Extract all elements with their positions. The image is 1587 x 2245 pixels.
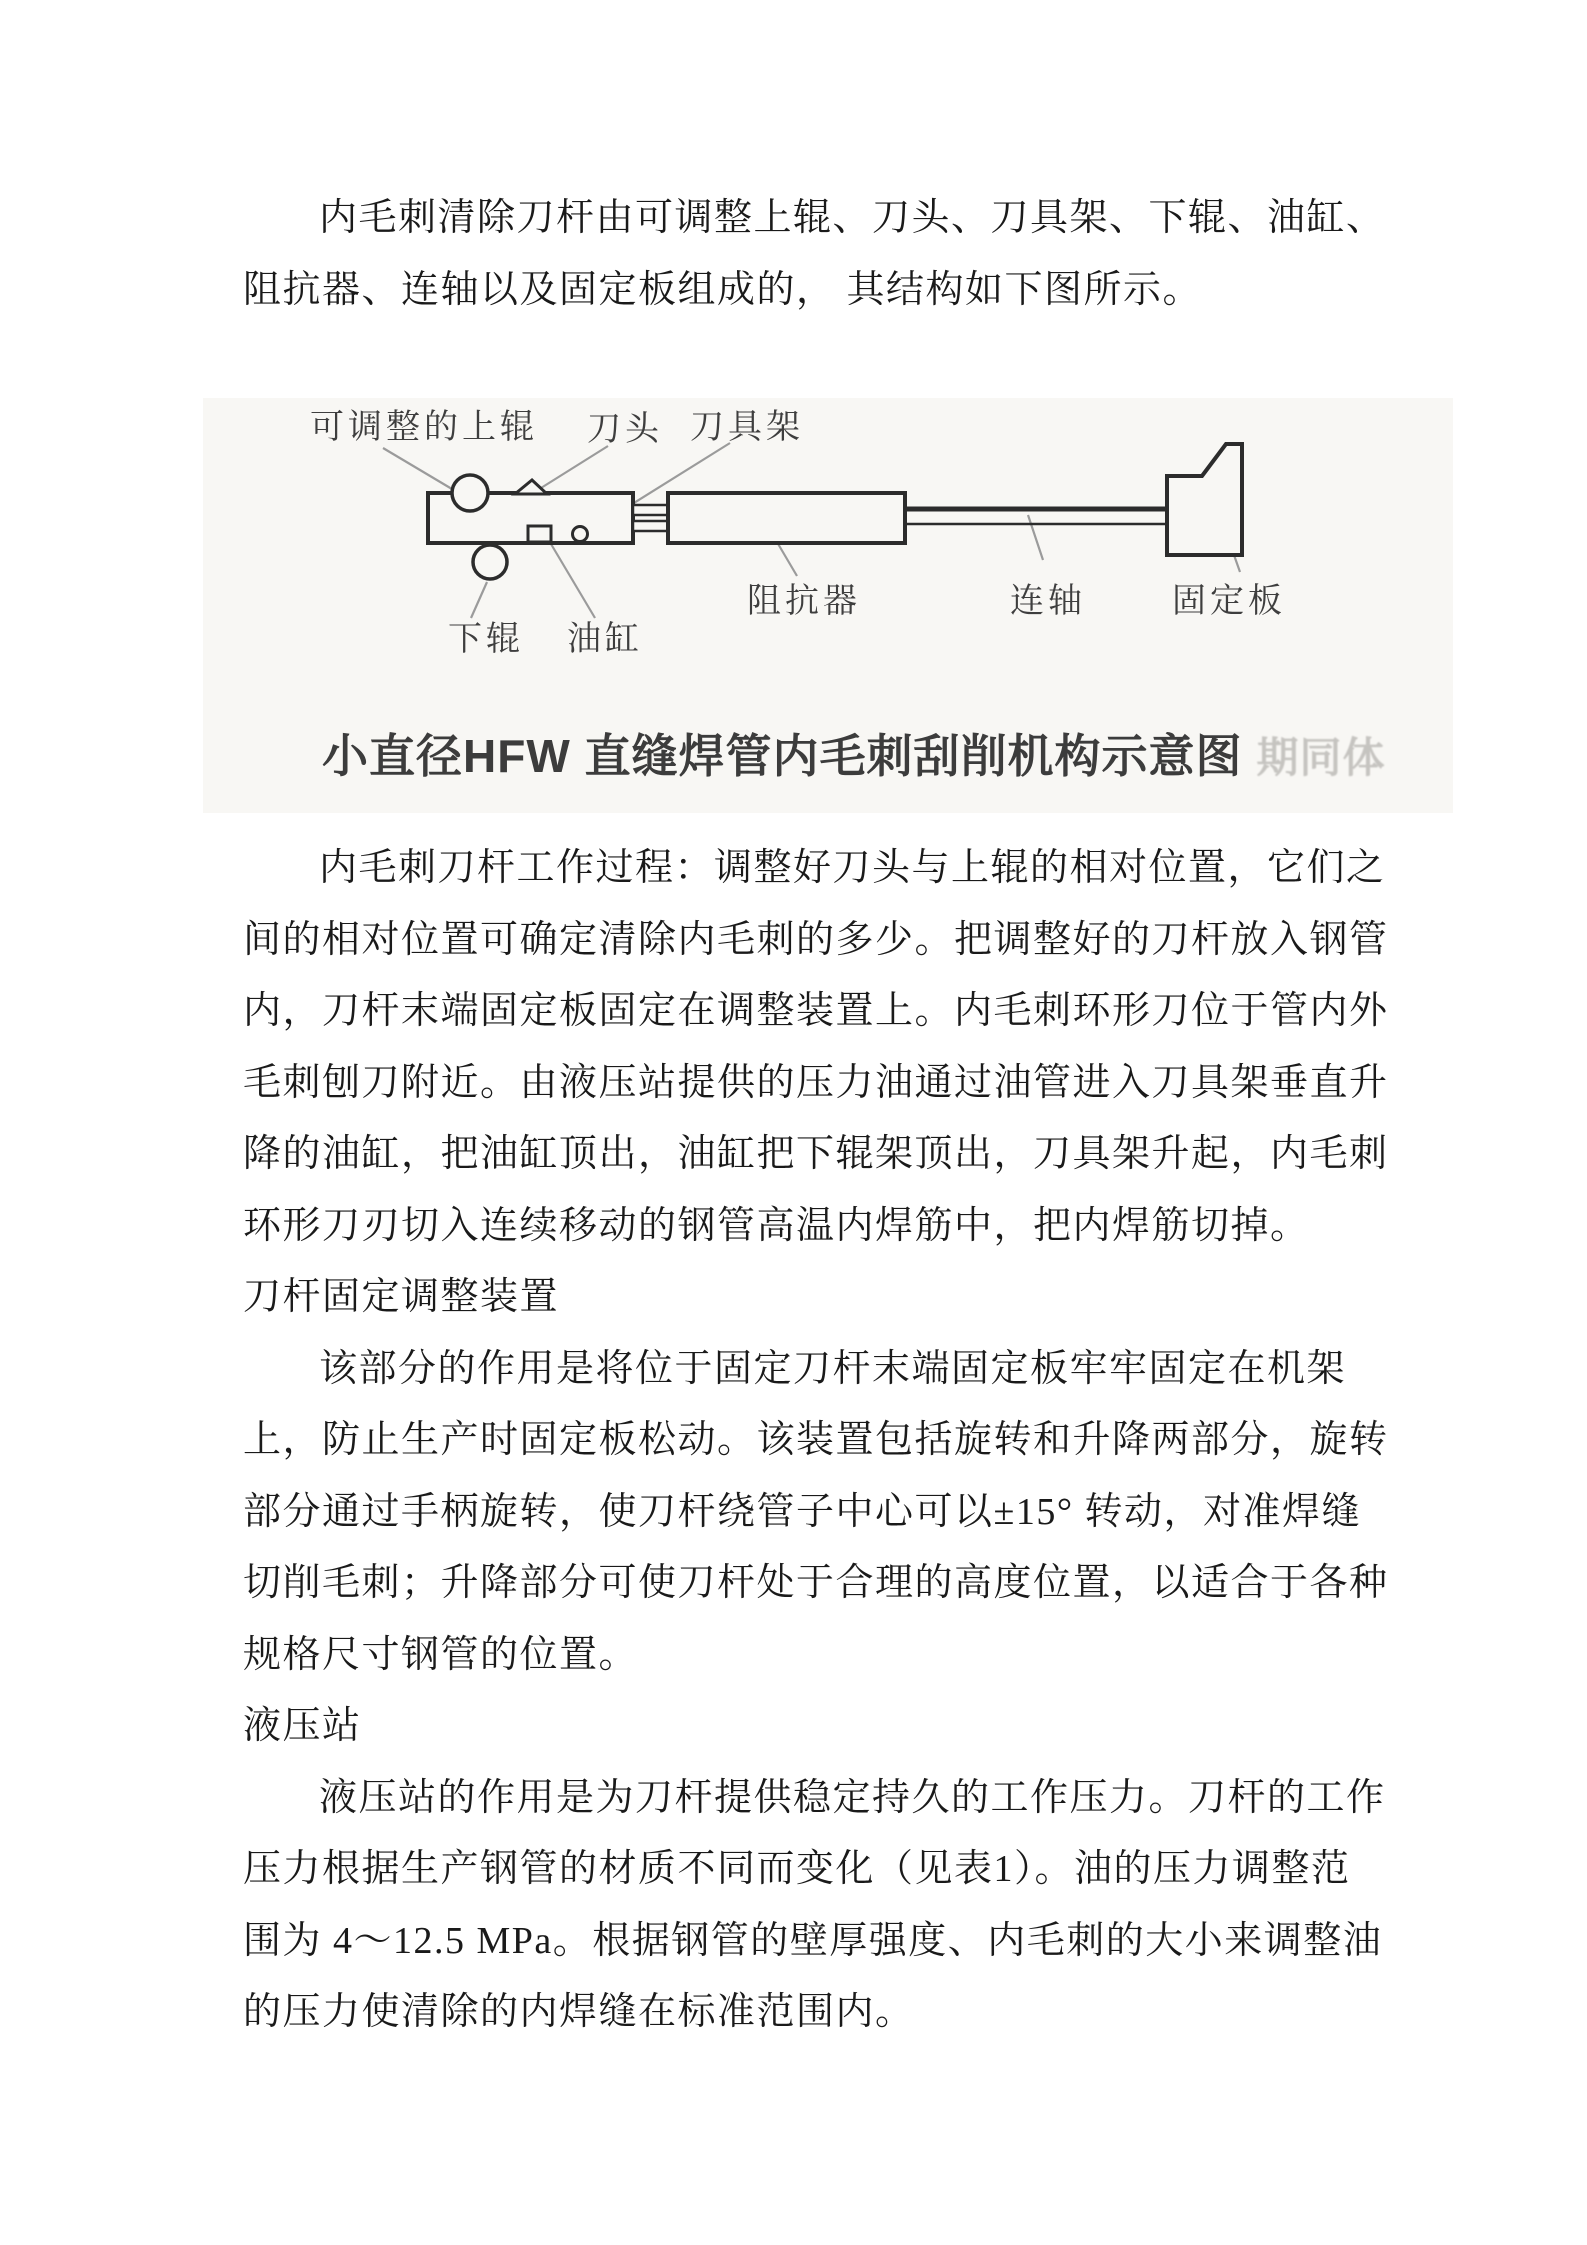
section-heading-tool-bar-fixing: 刀杆固定调整装置 [243,1276,560,1318]
diagram-canvas [203,398,1453,668]
text-line: 部分通过手柄旋转，使刀杆绕管子中心可以±15° 转动，对准焊缝 [243,1490,1362,1533]
figure-caption-text: 小直径HFW 直缝焊管内毛刺刮削机构示意图 [322,730,1243,782]
coupling-bottom-bar [633,521,668,531]
upper-roller-shape [452,475,488,511]
section-heading-hydraulic-station: 液压站 [243,1705,362,1747]
impeder-shape [668,493,905,543]
label-fixing-plate: 固定板 [1172,583,1286,620]
fixing-plate-shape [1167,444,1242,555]
text-line: 间的相对位置可确定清除内毛刺的多少。把调整好的刀杆放入钢管 [243,918,1389,961]
text-line: 阻抗器、连轴以及固定板组成的， 其结构如下图所示。 [243,268,1203,311]
figure-burr-scraper-diagram [203,398,1453,813]
text-line: 围为 4～12.5 MPa。根据钢管的壁厚强度、内毛刺的大小来调整油 [243,1919,1383,1962]
oil-cylinder-shape [528,526,551,542]
leader-connecting-shaft [1028,515,1043,560]
label-tool-holder: 刀具架 [690,409,804,446]
watermark-text: 期同体 [1256,734,1386,781]
label-cutter-head: 刀头 [587,411,663,448]
text-line: 液压站的作用是为刀杆提供稳定持久的工作压力。刀杆的工作 [319,1776,1386,1819]
label-oil-cylinder: 油缸 [567,621,643,658]
text-line: 降的油缸，把油缸顶出，油缸把下辊架顶出，刀具架升起，内毛刺 [243,1133,1389,1175]
leader-upper-roller [383,448,457,492]
text-line: 切削毛刺；升降部分可使刀杆处于合理的高度位置，以适合于各种 [243,1562,1389,1604]
text-line: 上，防止生产时固定板松动。该装置包括旋转和升降两部分，旋转 [243,1419,1389,1461]
text-line: 环形刀刃切入连续移动的钢管高温内焊筋中，把内焊筋切掉。 [243,1204,1310,1247]
text-line: 该部分的作用是将位于固定刀杆末端固定板牢牢固定在机架 [319,1347,1347,1390]
text-line: 规格尺寸钢管的位置。 [243,1633,639,1676]
label-adjustable-upper-roller: 可调整的上辊 [310,409,538,446]
coupling-top-bar [633,505,668,515]
label-connecting-shaft: 连轴 [1010,583,1086,620]
text-line: 毛刺刨刀附近。由液压站提供的压力油通过油管进入刀具架垂直升 [243,1061,1389,1104]
text-line: 压力根据生产钢管的材质不同而变化（见表1）。油的压力调整范 [243,1848,1351,1890]
paragraph-intro [243,183,1423,326]
text-line: 内毛刺清除刀杆由可调整上辊、刀头、刀具架、下辊、油缸、 [319,197,1386,239]
body-text [243,833,1443,2049]
label-lower-roller: 下辊 [448,621,524,658]
text-line: 内，刀杆末端固定板固定在调整装置上。内毛刺环形刀位于管内外 [243,990,1389,1032]
oil-cylinder-port-shape [573,527,588,542]
text-line: 内毛刺刀杆工作过程：调整好刀头与上辊的相对位置，它们之 [319,847,1386,889]
figure-caption [203,720,1572,786]
leader-lower-roller [471,582,487,618]
text-line: 的压力使清除的内焊缝在标准范围内。 [243,1991,915,2033]
leader-oil-cylinder [551,544,595,618]
lower-roller-shape [473,545,507,579]
label-impeder: 阻抗器 [747,583,861,620]
leader-cutter-head [541,446,608,488]
